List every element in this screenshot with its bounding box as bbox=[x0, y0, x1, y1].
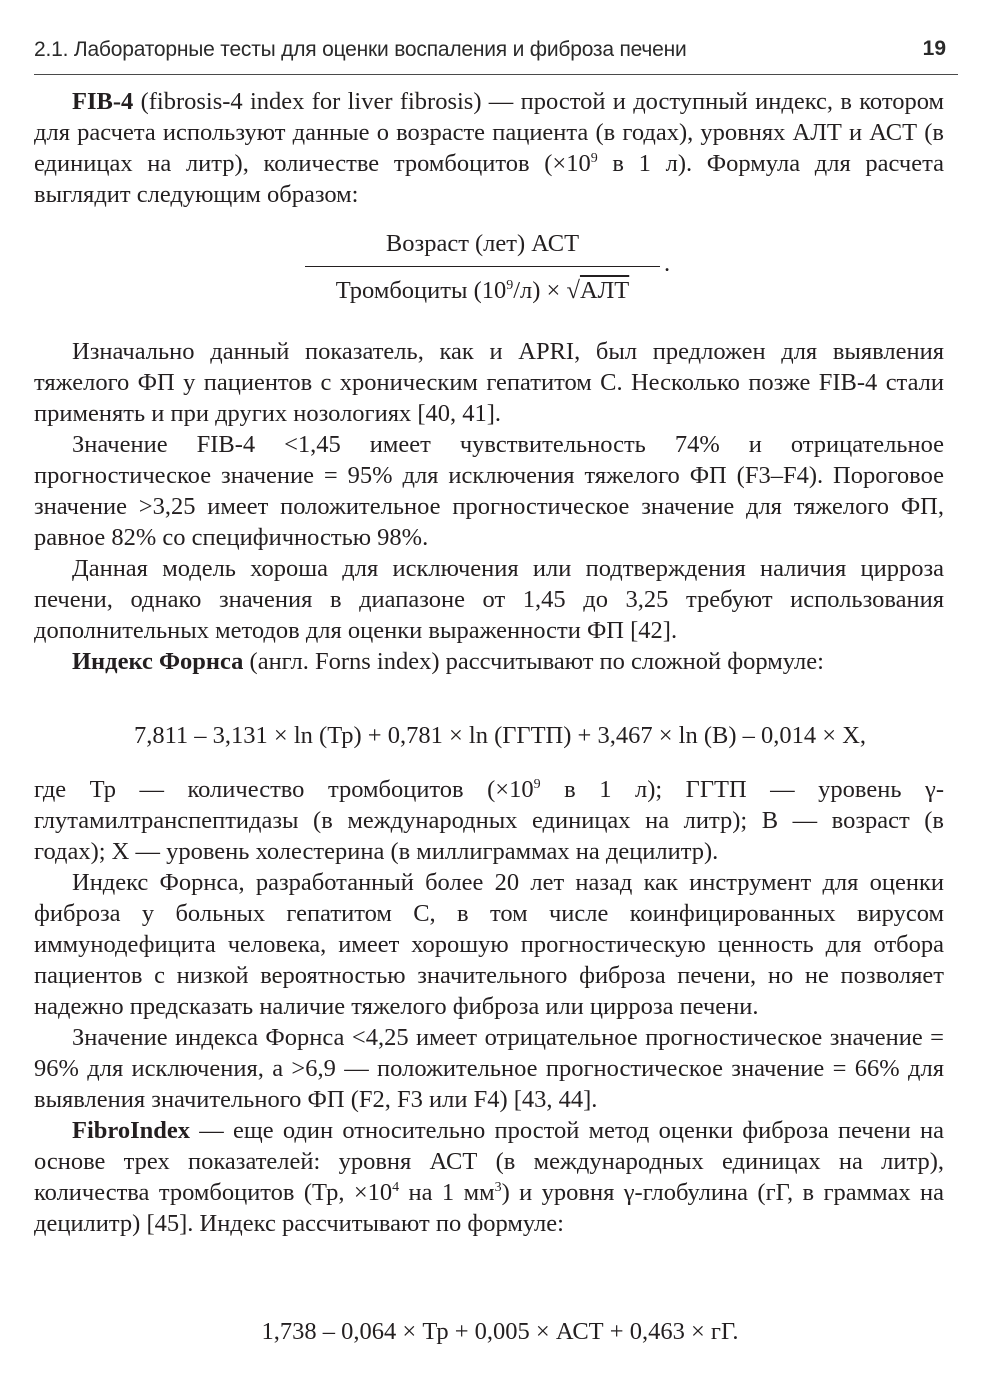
fib4-term: FIB-4 bbox=[72, 88, 134, 115]
page-number: 19 bbox=[922, 37, 946, 60]
forns-where-paragraph: где Тр — количество тромбоцитов ($\times 10^9$ в 1 л); ГГТП — уровень γ-глутамилтранспептидазы (в международных единицах на литр); В — возраст (в годах); Х — уровень холестерина (в миллиграммах на децилитр). bbox=[34, 776, 944, 865]
fib4-section bbox=[34, 86, 944, 210]
forns-term: Индекс Форнса bbox=[72, 648, 244, 675]
forns-intro-paragraph: Индекс Форнса (англ. Forns index) рассчитывают по сложной формуле: bbox=[72, 648, 824, 675]
page-header bbox=[34, 30, 958, 75]
fib4-paragraph-4: Данная модель хороша для исключения или подтверждения наличия цирроза печени, однако значения в диапазоне от 1,45 до 3,25 требуют использования дополнительных методов для оценки выраженности ФП [42]. bbox=[34, 555, 944, 644]
fib4-paragraph-3: Значение FIB-4 <1,45 имеет чувствительность 74% и отрицательное прогностическое значение = 95% для исключения тяжелого ФП (F3–F4). Пороговое значение >3,25 имеет положительное прогностическое значение для тяжелого ФП, равное 82% со специфичностью 98%. bbox=[34, 431, 944, 551]
fibroindex-term: FibroIndex bbox=[72, 1117, 190, 1144]
fib4-denominator: Тромбоциты $(10^9/л) \times √АЛТ$ bbox=[335, 277, 630, 304]
forns-formula: 7,811 – 3,131 × ln (Тр) + 0,781 × ln (ГГТП) + 3,467 × ln (В) – 0,014 × Х, bbox=[133, 722, 867, 749]
fib4-intro-paragraph: FIB-4 (fibrosis-4 index for liver fibrosis) — простой и доступный индекс, в котором для расчета используют данные о возрасте пациента (в годах), уровнях АЛТ и АСТ (в единицах на литр), количестве тромбоцитов ($\times 10^9$ в 1 л). Формула для расчета выглядит следующим образом: bbox=[34, 88, 945, 208]
forns-paragraph-2: Индекс Форнса, разработанный более 20 лет назад как инструмент для оценки фиброза у больных гепатитом С, в том числе коинфицированных вирусом иммунодефицита человека, имеет хорошую прогностическую ценность для отбора пациентов с низкой вероятностью значительного фиброза печени, но не позволяет надежно предсказать наличие тяжелого фиброза или цирроза печени. bbox=[34, 869, 944, 1020]
fib4-fraction bbox=[305, 230, 660, 305]
fibroindex-formula: 1,738 – 0,064 × Тр + 0,005 × АСТ + 0,463 × гГ. bbox=[261, 1318, 739, 1345]
fibroindex-paragraph: FibroIndex — еще один относительно простой метод оценки фиброза печени на основе трех показателей: уровня АСТ (в международных единицах на литр), количества тромбоцитов (Тр, $\times 10^4$ на 1 $мм^3$) и уровня γ-глобулина (гГ, в граммах на децилитр) [45]. Индекс рассчитывают по формуле: bbox=[34, 1117, 945, 1237]
fib4-formula-dot: . bbox=[664, 250, 671, 277]
running-head: 2.1. Лабораторные тесты для оценки воспаления и фиброза печени bbox=[34, 38, 687, 61]
fib4-numerator: Возраст (лет) АСТ bbox=[385, 230, 580, 257]
fib4-discussion bbox=[34, 336, 944, 677]
forns-discussion bbox=[34, 774, 944, 1239]
fib4-paragraph-2: Изначально данный показатель, как и APRI, был предложен для выявления тяжелого ФП у пациентов с хроническим гепатитом С. Несколько позже FIB-4 стали применять и при других нозологиях [40, 41]. bbox=[34, 338, 944, 427]
forns-paragraph-3: Значение индекса Форнса <4,25 имеет отрицательное прогностическое значение = 96% для исключения, а >6,9 — положительное прогностическое значение = 66% для выявления значительного ФП (F2, F3 или F4) [43, 44]. bbox=[34, 1024, 944, 1113]
